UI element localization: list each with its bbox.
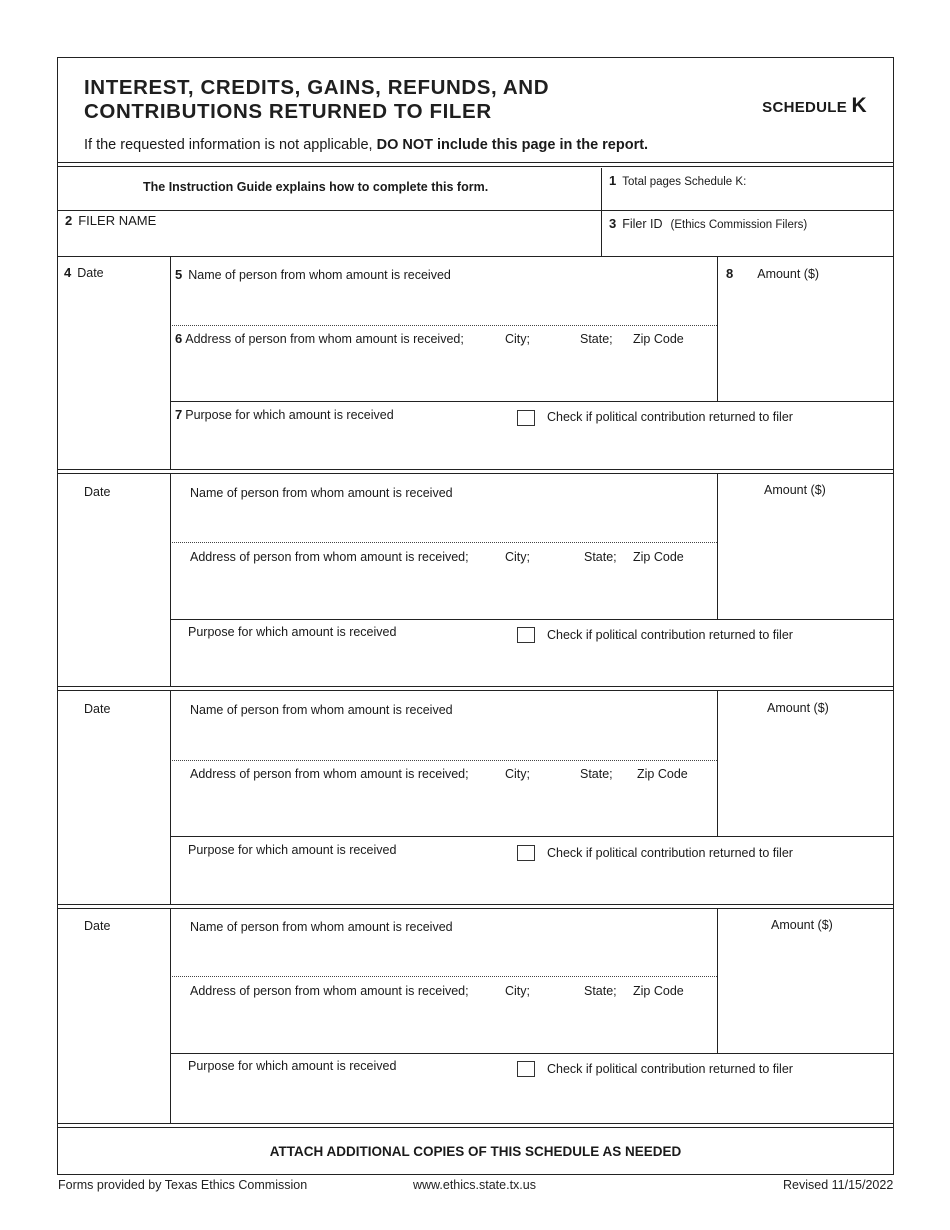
entry-2-purpose[interactable]: Purpose for which amount is received [188, 625, 397, 639]
filer-id-note: (Ethics Commission Filers) [670, 219, 808, 231]
field-number: 3 [609, 216, 617, 231]
field-number: 6 [175, 331, 183, 346]
schedule-label [762, 94, 867, 118]
divider [717, 909, 718, 1054]
entry-1-date[interactable] [64, 265, 104, 280]
entry-3-contribution-checkbox[interactable] [517, 845, 535, 861]
amount-label: Amount ($) [757, 267, 820, 281]
divider [170, 691, 171, 905]
entry-1-address[interactable] [175, 331, 464, 346]
dotted-separator [172, 760, 717, 761]
footer-revised: Revised 11/15/2022 [783, 1178, 894, 1192]
state-label: State; [584, 550, 617, 564]
name-label: Name of person from whom amount is received [188, 268, 451, 282]
zip-label: Zip Code [637, 767, 688, 781]
divider [601, 168, 602, 256]
entry-1-purpose[interactable] [175, 407, 394, 422]
field-number: 2 [65, 213, 73, 228]
entry-3-address[interactable]: Address of person from whom amount is received; [190, 767, 469, 781]
divider [58, 904, 893, 909]
entry-1-amount[interactable] [726, 266, 819, 281]
divider [58, 256, 893, 257]
footer-provider: Forms provided by Texas Ethics Commission [58, 1178, 308, 1192]
divider [717, 256, 718, 401]
filer-id-label: Filer ID [622, 217, 663, 231]
entry-4-date[interactable]: Date [84, 919, 111, 933]
divider [170, 256, 171, 469]
filer-id-field[interactable] [609, 216, 807, 231]
entry-3-amount[interactable]: Amount ($) [767, 701, 829, 715]
divider [170, 1053, 893, 1054]
divider [58, 210, 893, 211]
dotted-separator [172, 325, 717, 326]
divider [717, 691, 718, 836]
entry-4-name[interactable]: Name of person from whom amount is received [190, 920, 453, 934]
contribution-check-label: Check if political contribution returned to filer [547, 846, 793, 860]
city-label: City; [505, 767, 530, 781]
entry-2-address[interactable]: Address of person from whom amount is received; [190, 550, 469, 564]
field-number: 7 [175, 407, 183, 422]
address-label: Address of person from whom amount is received; [185, 332, 464, 346]
divider [58, 1123, 893, 1128]
contribution-check-label: Check if political contribution returned to filer [547, 628, 793, 642]
title-line-1: INTEREST, CREDITS, GAINS, REFUNDS, AND [84, 76, 550, 99]
instruction-text: The Instruction Guide explains how to complete this form. [143, 180, 489, 194]
note-plain: If the requested information is not applicable, [84, 137, 377, 153]
applicability-note [84, 137, 648, 153]
filer-name-label: FILER NAME [78, 213, 157, 228]
field-number: 1 [609, 173, 617, 188]
divider [717, 474, 718, 619]
attach-copies-notice: ATTACH ADDITIONAL COPIES OF THIS SCHEDULE AS NEEDED [269, 1144, 682, 1159]
entry-3-name[interactable]: Name of person from whom amount is received [190, 703, 453, 717]
entry-3-date[interactable]: Date [84, 702, 111, 716]
purpose-label: Purpose for which amount is received [185, 408, 394, 422]
dotted-separator [172, 976, 717, 977]
entry-4-contribution-checkbox[interactable] [517, 1061, 535, 1077]
divider [58, 162, 893, 167]
dotted-separator [172, 542, 717, 543]
field-number: 5 [175, 267, 183, 282]
note-bold: DO NOT include this page in the report. [376, 137, 649, 153]
city-label: City; [505, 984, 530, 998]
entry-1-name[interactable] [175, 267, 451, 282]
state-label: State; [580, 332, 613, 346]
zip-label: Zip Code [633, 332, 684, 346]
zip-label: Zip Code [633, 550, 684, 564]
total-pages-field[interactable] [609, 173, 746, 188]
entry-4-amount[interactable]: Amount ($) [771, 918, 833, 932]
field-number: 4 [64, 265, 72, 280]
divider [170, 619, 893, 620]
entry-1-contribution-checkbox[interactable] [517, 410, 535, 426]
footer-url[interactable]: www.ethics.state.tx.us [413, 1178, 536, 1192]
filer-name-field[interactable] [65, 213, 156, 228]
form-title [84, 76, 549, 124]
state-label: State; [580, 767, 613, 781]
entry-4-address[interactable]: Address of person from whom amount is received; [190, 984, 469, 998]
field-number: 8 [726, 266, 734, 281]
form-page [57, 57, 894, 1175]
divider [170, 401, 893, 402]
city-label: City; [505, 550, 530, 564]
entry-2-date[interactable]: Date [84, 485, 111, 499]
entry-2-contribution-checkbox[interactable] [517, 627, 535, 643]
divider [58, 686, 893, 691]
divider [170, 836, 893, 837]
city-label: City; [505, 332, 530, 346]
entry-2-amount[interactable]: Amount ($) [764, 483, 826, 497]
divider [58, 469, 893, 474]
zip-label: Zip Code [633, 984, 684, 998]
divider [170, 474, 171, 687]
schedule-letter: K [851, 94, 867, 117]
divider [170, 909, 171, 1123]
total-pages-label: Total pages Schedule K: [622, 176, 747, 188]
entry-3-purpose[interactable]: Purpose for which amount is received [188, 843, 397, 857]
state-label: State; [584, 984, 617, 998]
contribution-check-label: Check if political contribution returned to filer [547, 1062, 793, 1076]
entry-2-name[interactable]: Name of person from whom amount is received [190, 486, 453, 500]
entry-4-purpose[interactable]: Purpose for which amount is received [188, 1059, 397, 1073]
date-label: Date [77, 266, 104, 280]
schedule-prefix: SCHEDULE [762, 99, 848, 116]
contribution-check-label: Check if political contribution returned to filer [547, 410, 793, 424]
title-line-2: CONTRIBUTIONS RETURNED TO FILER [84, 100, 492, 123]
